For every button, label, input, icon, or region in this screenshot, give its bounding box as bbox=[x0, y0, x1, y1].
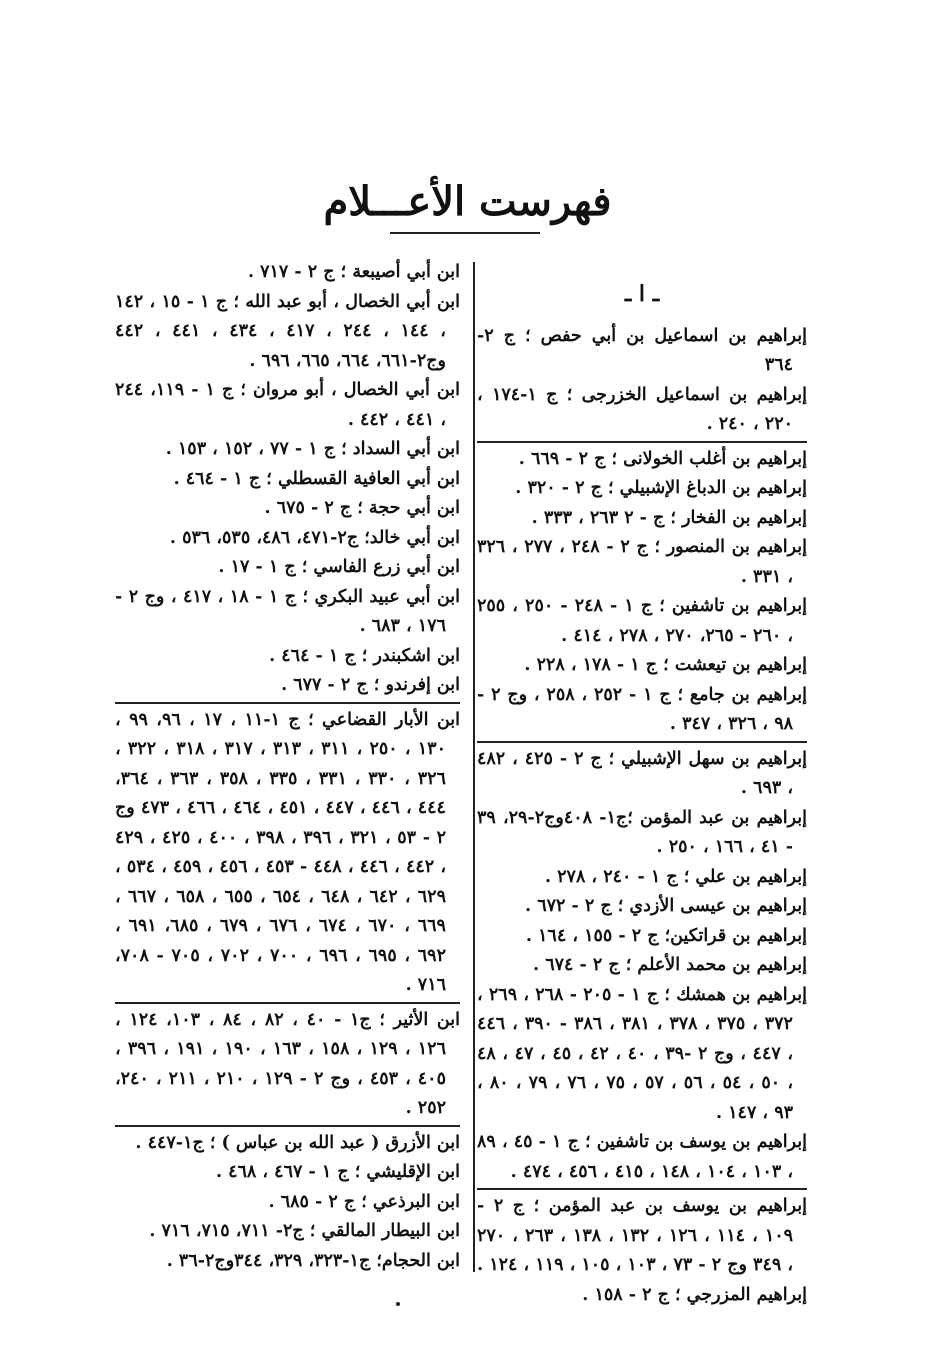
index-entry: إبراهيم بن عبد المؤمن ؛ج١- ٤٠٨وج٢-٢٩، ٣٩ - ٤١ ، ١٦٦ ، ٢٥٠ . bbox=[477, 807, 807, 857]
index-entry: ابن أبي الخصال ، أبو عبد الله ؛ ج ١ - ١٥ ، ١٤٢ ، ١٤٤ ، ٢٤٤ ، ٤١٧ ، ٤٣٤ ، ٤٤١ ، ٤٤٢ وج٢-٦٦١، ٦٦٤، ٦٦٥، ٦٩٦ . bbox=[115, 291, 460, 371]
index-entry: إبراهيم بن الفخار ؛ ج - ٢ ٢٦٣ ، ٣٣٣ . bbox=[531, 507, 807, 528]
index-entry: ابن أبي خالد؛ ج٢-٤٧١، ٤٨٦، ٥٣٥، ٥٣٦ . bbox=[169, 527, 460, 548]
index-entry: إبراهيم بن قراتكين؛ ج ٢ - ١٥٥ ، ١٦٤ . bbox=[525, 925, 807, 946]
index-entry: ابن أبي زرع الفاسي ؛ ج ١ - ١٧ . bbox=[218, 557, 460, 577]
index-entry: إبراهيم بن اسماعيل الخزرجى ؛ ج ١-١٧٤ ، ٢٢٠ ، ٢٤٠ . bbox=[477, 384, 807, 434]
index-entry: إبراهيم بن علي ؛ ج ١ - ٢٤٠ ، ٢٧٨ . bbox=[544, 866, 807, 887]
index-entry: ابن الأثير ؛ ج١ - ٤٠ ، ٨٢ ، ٨٤ ، ١٠٣، ١٢٤ ، ١٢٦ ، ١٢٩ ، ١٥٨ ، ١٦٣ ، ١٩٠ ، ١٩١ ، ٣٩٦ ، ٤٠٥ ، ٤٥٣ ، وج ٢ - ١٢٩ ، ٢١٠ ، ٢١١ ، ٢٤٠، ٢٥٢ . bbox=[115, 1009, 460, 1118]
title-underline bbox=[390, 232, 540, 234]
index-entry: ابن البرذعي ؛ ج ٢ - ٦٨٥ . bbox=[268, 1191, 460, 1212]
index-entry: إبراهيم المزرجي ؛ ج ٢ - ١٥٨ . bbox=[582, 1284, 807, 1305]
entry-separator bbox=[477, 741, 807, 743]
index-entry: إبراهيم بن عيسى الأزدي ؛ ج ٢ - ٦٧٢ . bbox=[525, 896, 807, 916]
section-letter: ـ ا ـ bbox=[624, 281, 660, 307]
entry-separator bbox=[115, 702, 460, 704]
index-entry: ابن البيطار المالقي ؛ ج٢- ٧١١، ٧١٥، ٧١٦ . bbox=[149, 1221, 460, 1241]
index-entry: إبراهيم بن المنصور ؛ ج ٢ - ٢٤٨ ، ٢٧٧ ، ٣٢٦ ، ٣٣١ . bbox=[477, 537, 807, 587]
index-entry: ابن الإقليشي ؛ ج ١ - ٤٦٧ ، ٤٦٨ . bbox=[215, 1162, 460, 1182]
entry-separator bbox=[477, 441, 807, 443]
index-entry: ابن أبي السداد ؛ ج ١ - ٧٧ ، ١٥٢ ، ١٥٣ . bbox=[165, 439, 460, 459]
left-column bbox=[115, 258, 460, 1276]
index-entry: ابن أبي عبيد البكري ؛ ج ١ - ١٨ ، ٤١٧ ، وج ٢ - ١٧٦ ، ٦٨٣ . bbox=[115, 586, 460, 636]
entry-separator bbox=[477, 1188, 807, 1190]
index-entry: إبراهيم بن تاشفين ؛ ج ١ - ٢٤٨ - ٢٥٠ ، ٢٥٥ ، ٢٦٠ - ٢٦٥، ٢٧٠ ، ٢٧٨ ، ٤١٤ . bbox=[477, 596, 807, 646]
index-entry: ابن أبي حجة ؛ ج ٢ - ٦٧٥ . bbox=[264, 498, 460, 518]
entry-separator bbox=[115, 1125, 460, 1127]
page-title: فهرست الأعـــلام bbox=[323, 178, 612, 225]
index-entry: إبراهيم بن الدباغ الإشبيلي ؛ ج ٢ - ٣٢٠ . bbox=[515, 478, 807, 498]
index-entry: ابن أبي أصيبعة ؛ ج ٢ - ٧١٧ . bbox=[247, 262, 460, 282]
index-entry: إبراهيم بن محمد الأعلم ؛ ج ٢ - ٦٧٤ . bbox=[533, 955, 807, 975]
index-entry: ابن الحجام؛ ج١-٣٢٣، ٣٢٩، ٣٤٤وج٢-٣٦ . bbox=[166, 1250, 460, 1271]
index-entry: إبراهيم بن تيعشت ؛ ج ١ - ١٧٨ ، ٢٢٨ . bbox=[524, 655, 807, 675]
index-entry: ابن أبي الخصال ، أبو مروان ؛ ج ١ - ١١٩، ٢٤٤ ، ٤٤١ ، ٤٤٢ . bbox=[115, 380, 460, 430]
right-column bbox=[477, 258, 807, 1310]
page-speck bbox=[396, 1302, 400, 1306]
index-entry: إبراهيم بن همشك ؛ ج ١ - ٢٠٥ - ٢٦٨ ، ٢٦٩ ، ٣٧٢ ، ٣٧٥ ، ٣٧٨ ، ٣٨١ ، ٣٨٦ - ٣٩٠ ، ٤٤٦ ، ٤٤٧ ، وج ٢ -٣٩ ، ٤٠ ، ٤٢ ، ٤٥ ، ٤٧ ، ٤٨ ، ٥٠ ، ٥٤ ، ٥٦ ، ٥٧ ، ٧٥ ، ٧٦ ، ٧٩ ، ٨٠ ، ٩٣ ، ١٤٧ . bbox=[477, 984, 807, 1123]
index-entry: ابن أبي العافية القسطلي ؛ ج ١ - ٤٦٤ . bbox=[173, 468, 460, 489]
index-entry: إبراهيم بن سهل الإشبيلي ؛ ج ٢ - ٤٢٥ ، ٤٨٢ ، ٦٩٣ . bbox=[477, 748, 807, 798]
index-entry: ابن إفرندو ؛ ج ٢ - ٦٧٧ . bbox=[281, 675, 460, 695]
index-entry: ابن الأبار القضاعي ؛ ج ١-١١ ، ١٧ ، ٩٦، ٩٩ ، ١٣٠ ، ٢٥٠ ، ٣١١ ، ٣١٣ ، ٣١٧ ، ٣١٨ ، ٣٢٢ ، ٣٢٦ ، ٣٣٠ ، ٣٣١ ، ٣٣٥ ، ٣٥٨ ، ٣٦٣ ، ٣٦٤، ٤٤٤ ، ٤٤٦ ، ٤٤٧ ، ٤٥١ ، ٤٦٤ ، ٤٦٦ ، ٤٧٣ وج ٢ - ٥٣ ، ٣٢١ ، ٣٩٦ ، ٣٩٨ ، ٤٠٠ ، ٤٢٥ ، ٤٢٩ ، ٤٤٢ ، ٤٤٦ ، ٤٤٨ - ٤٥٣ ، ٤٥٦ ، ٤٥٩ ، ٥٣٤ ، ٦٢٩ ، ٦٤٢ ، ٦٤٨ ، ٦٥٤ ، ٦٥٥ ، ٦٥٨ ، ٦٦٧ ، ٦٦٩ ، ٦٧٠ ، ٦٧٤ ، ٦٧٦ ، ٦٧٩ ، ٦٨٥، ٦٩١ ، ٦٩٢ ، ٦٩٥ ، ٦٩٦ ، ٧٠٠ ، ٧٠٢ ، ٧٠٥ - ٧٠٨، ٧١٦ . bbox=[115, 709, 460, 995]
column-divider bbox=[473, 262, 475, 1272]
index-entry: إبراهيم بن جامع ؛ ج ١ - ٢٥٢ ، ٢٥٨ ، وج ٢ - ٩٨ ، ٣٢٦ ، ٣٤٧ . bbox=[477, 684, 807, 734]
index-entry: إبراهيم بن أغلب الخولانى ؛ ج ٢ - ٦٦٩ . bbox=[518, 448, 807, 469]
index-entry: ابن الأزرق ( عبد الله بن عباس ) ؛ ج١-٤٤٧ . bbox=[135, 1132, 460, 1153]
index-entry: ابن اشكبندر ؛ ج ١ - ٤٦٤ . bbox=[269, 645, 460, 666]
index-entry: إبراهيم بن يوسف بن عبد المؤمن ؛ ج ٢ - ١٠٩ ، ١١٤ ، ١٢٦ ، ١٣٢ ، ١٣٨ ، ٢٦٣ ، ٢٧٠ ، ٣٤٩ وج ٢ - ٧٣ ، ١٠٣ ، ١٠٥ ، ١١٩ ، ١٢٤ . bbox=[477, 1196, 807, 1275]
index-entry: إبراهيم بن يوسف بن تاشفين ؛ ج ١ - ٤٥ ، ٨٩ ، ١٠٣ ، ١٠٤ ، ١٤٨ ، ٤١٥ ، ٤٥٦ ، ٤٧٤ . bbox=[477, 1132, 807, 1182]
entry-separator bbox=[115, 1002, 460, 1004]
index-entry: إبراهيم بن اسماعيل بن أبي حفص ؛ ج ٢- ٣٦٤ bbox=[477, 325, 807, 375]
